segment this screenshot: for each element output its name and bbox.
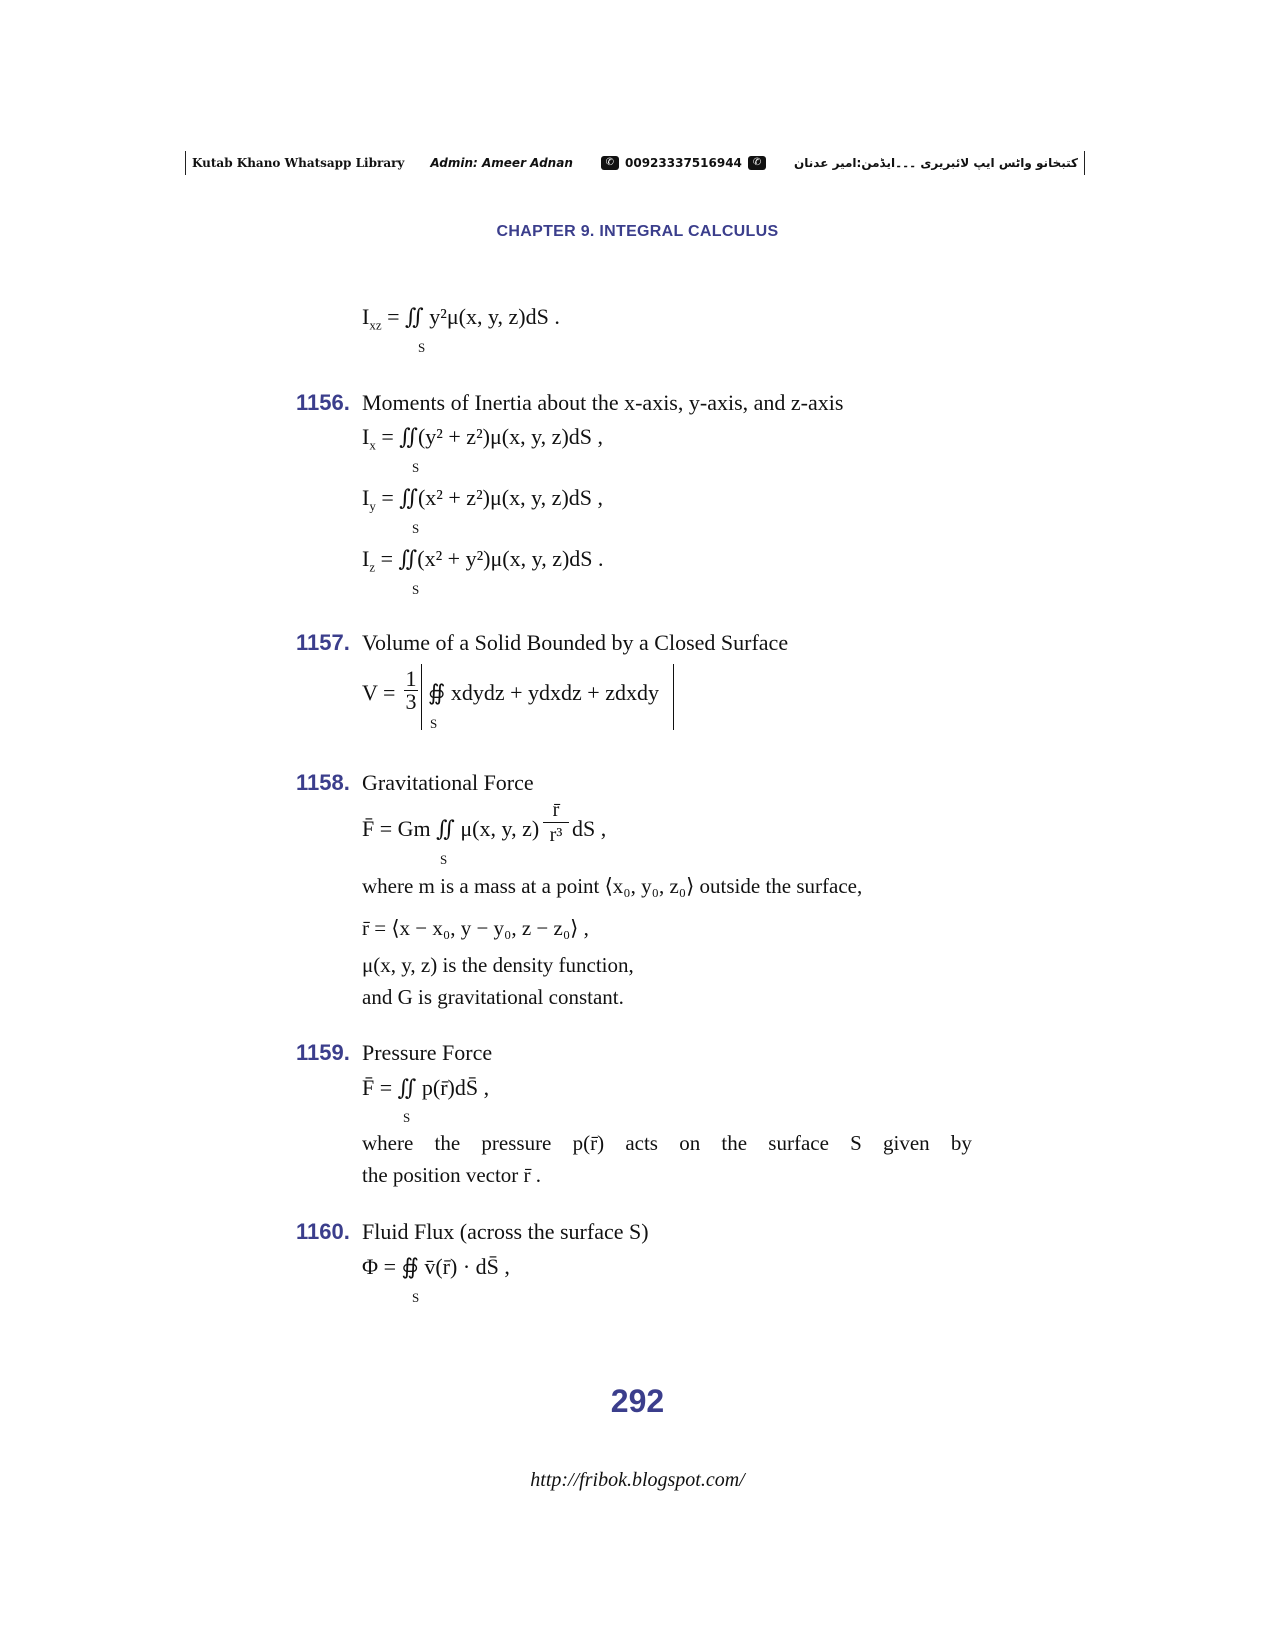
integral-limit: S xyxy=(412,1290,420,1305)
chapter-heading: CHAPTER 9. INTEGRAL CALCULUS xyxy=(496,223,779,240)
word: the xyxy=(721,1131,748,1155)
entry-title: Pressure Force xyxy=(362,1040,493,1065)
entry-number: 1158. xyxy=(296,770,350,795)
absolute-bar-right xyxy=(673,664,674,730)
word: where xyxy=(362,1131,414,1155)
integral-limit: S xyxy=(430,716,438,731)
gravity-text-3: μ(x, y, z) is the density function, xyxy=(362,953,634,977)
formula-iz xyxy=(362,546,604,575)
entry-title: Fluid Flux (across the surface S) xyxy=(362,1219,649,1244)
banner-phone-group xyxy=(599,156,768,171)
whatsapp-icon: ✆ xyxy=(601,156,619,170)
word: acts xyxy=(625,1131,658,1155)
formula-subscript: x xyxy=(369,437,376,453)
top-banner xyxy=(185,151,1085,175)
formula-ix xyxy=(362,424,603,453)
integral-limit: S xyxy=(418,340,426,355)
formula-body: = ∬ y²μ(x, y, z)dS . xyxy=(387,304,560,329)
formula-symbol: I xyxy=(362,546,370,571)
formula-symbol: I xyxy=(362,485,370,510)
word: by xyxy=(950,1131,972,1155)
formula-gravity: F̄ = Gm ∬ μ(x, y, z) xyxy=(362,816,540,841)
formula-volume-body: ∯ xdydz + ydxdz + zdxdy xyxy=(428,680,659,705)
word: the xyxy=(434,1131,461,1155)
fraction-numerator: r̄ xyxy=(552,799,560,821)
formula-body: = ∬(x² + y²)μ(x, y, z)dS . xyxy=(380,546,604,571)
banner-urdu: کتبخانو واٹس ایپ لائبریری ۔۔۔ایڈمن:امیر عدنان xyxy=(794,156,1078,170)
banner-phone: 00923337516944 xyxy=(625,155,742,170)
word: pressure xyxy=(481,1131,552,1155)
integral-limit: S xyxy=(412,460,420,475)
word: surface xyxy=(768,1131,829,1155)
gravity-text-2: r̄ = ⟨x − x₀, y − y₀, z − z₀⟩ , xyxy=(362,916,589,940)
pressure-text-1 xyxy=(362,1131,972,1156)
word: p(r̄) xyxy=(572,1131,605,1155)
formula-iy xyxy=(362,485,603,514)
page-number: 292 xyxy=(610,1383,665,1419)
formula-volume-lhs: V = xyxy=(362,680,396,705)
formula-subscript: xz xyxy=(369,317,382,333)
integral-limit: S xyxy=(403,1110,411,1125)
gravity-text-4: and G is gravitational constant. xyxy=(362,985,624,1009)
formula-body: = ∬(x² + z²)μ(x, y, z)dS , xyxy=(381,485,604,510)
word: S xyxy=(850,1131,862,1155)
banner-admin: Admin: Ameer Adnan xyxy=(430,156,573,170)
integral-limit: S xyxy=(412,521,420,536)
formula-flux: Φ = ∯ v̄(r̄) · dS̄ , xyxy=(362,1254,510,1279)
banner-library: Kutab Khano Whatsapp Library xyxy=(192,156,405,170)
formula-ixz xyxy=(362,304,560,333)
formula-volume-fraction xyxy=(404,668,418,713)
fraction-numerator: 1 xyxy=(405,666,417,691)
footer-url: http://fribok.blogspot.com/ xyxy=(530,1469,745,1491)
word: given xyxy=(883,1131,930,1155)
formula-body: = ∬(y² + z²)μ(x, y, z)dS , xyxy=(381,424,604,449)
absolute-bar-left xyxy=(421,664,422,730)
entry-title: Gravitational Force xyxy=(362,770,534,795)
formula-symbol: I xyxy=(362,304,370,329)
formula-pressure: F̄ = ∬ p(r̄)dS̄ , xyxy=(362,1075,490,1100)
word: on xyxy=(679,1131,701,1155)
entry-number: 1159. xyxy=(296,1040,350,1065)
fraction-denominator: 3 xyxy=(405,689,417,714)
formula-subscript: y xyxy=(369,498,376,514)
whatsapp-icon: ✆ xyxy=(748,156,766,170)
entry-title: Volume of a Solid Bounded by a Closed Surface xyxy=(362,630,789,655)
formula-gravity-tail: dS , xyxy=(572,816,607,841)
entry-number: 1156. xyxy=(296,390,350,415)
integral-limit: S xyxy=(440,852,448,867)
entry-number: 1157. xyxy=(296,630,350,655)
fraction-denominator: r³ xyxy=(543,822,569,847)
formula-symbol: I xyxy=(362,424,370,449)
entry-title: Moments of Inertia about the x-axis, y-axis, and z-axis xyxy=(362,390,844,415)
pressure-text-2: the position vector r̄ . xyxy=(362,1163,542,1187)
formula-subscript: z xyxy=(369,559,376,575)
gravity-text-1: where m is a mass at a point ⟨x₀, y₀, z₀⟩ outside the surface, xyxy=(362,874,863,898)
entry-number: 1160. xyxy=(296,1219,350,1244)
integral-limit: S xyxy=(412,582,420,597)
formula-gravity-fraction xyxy=(543,798,569,847)
